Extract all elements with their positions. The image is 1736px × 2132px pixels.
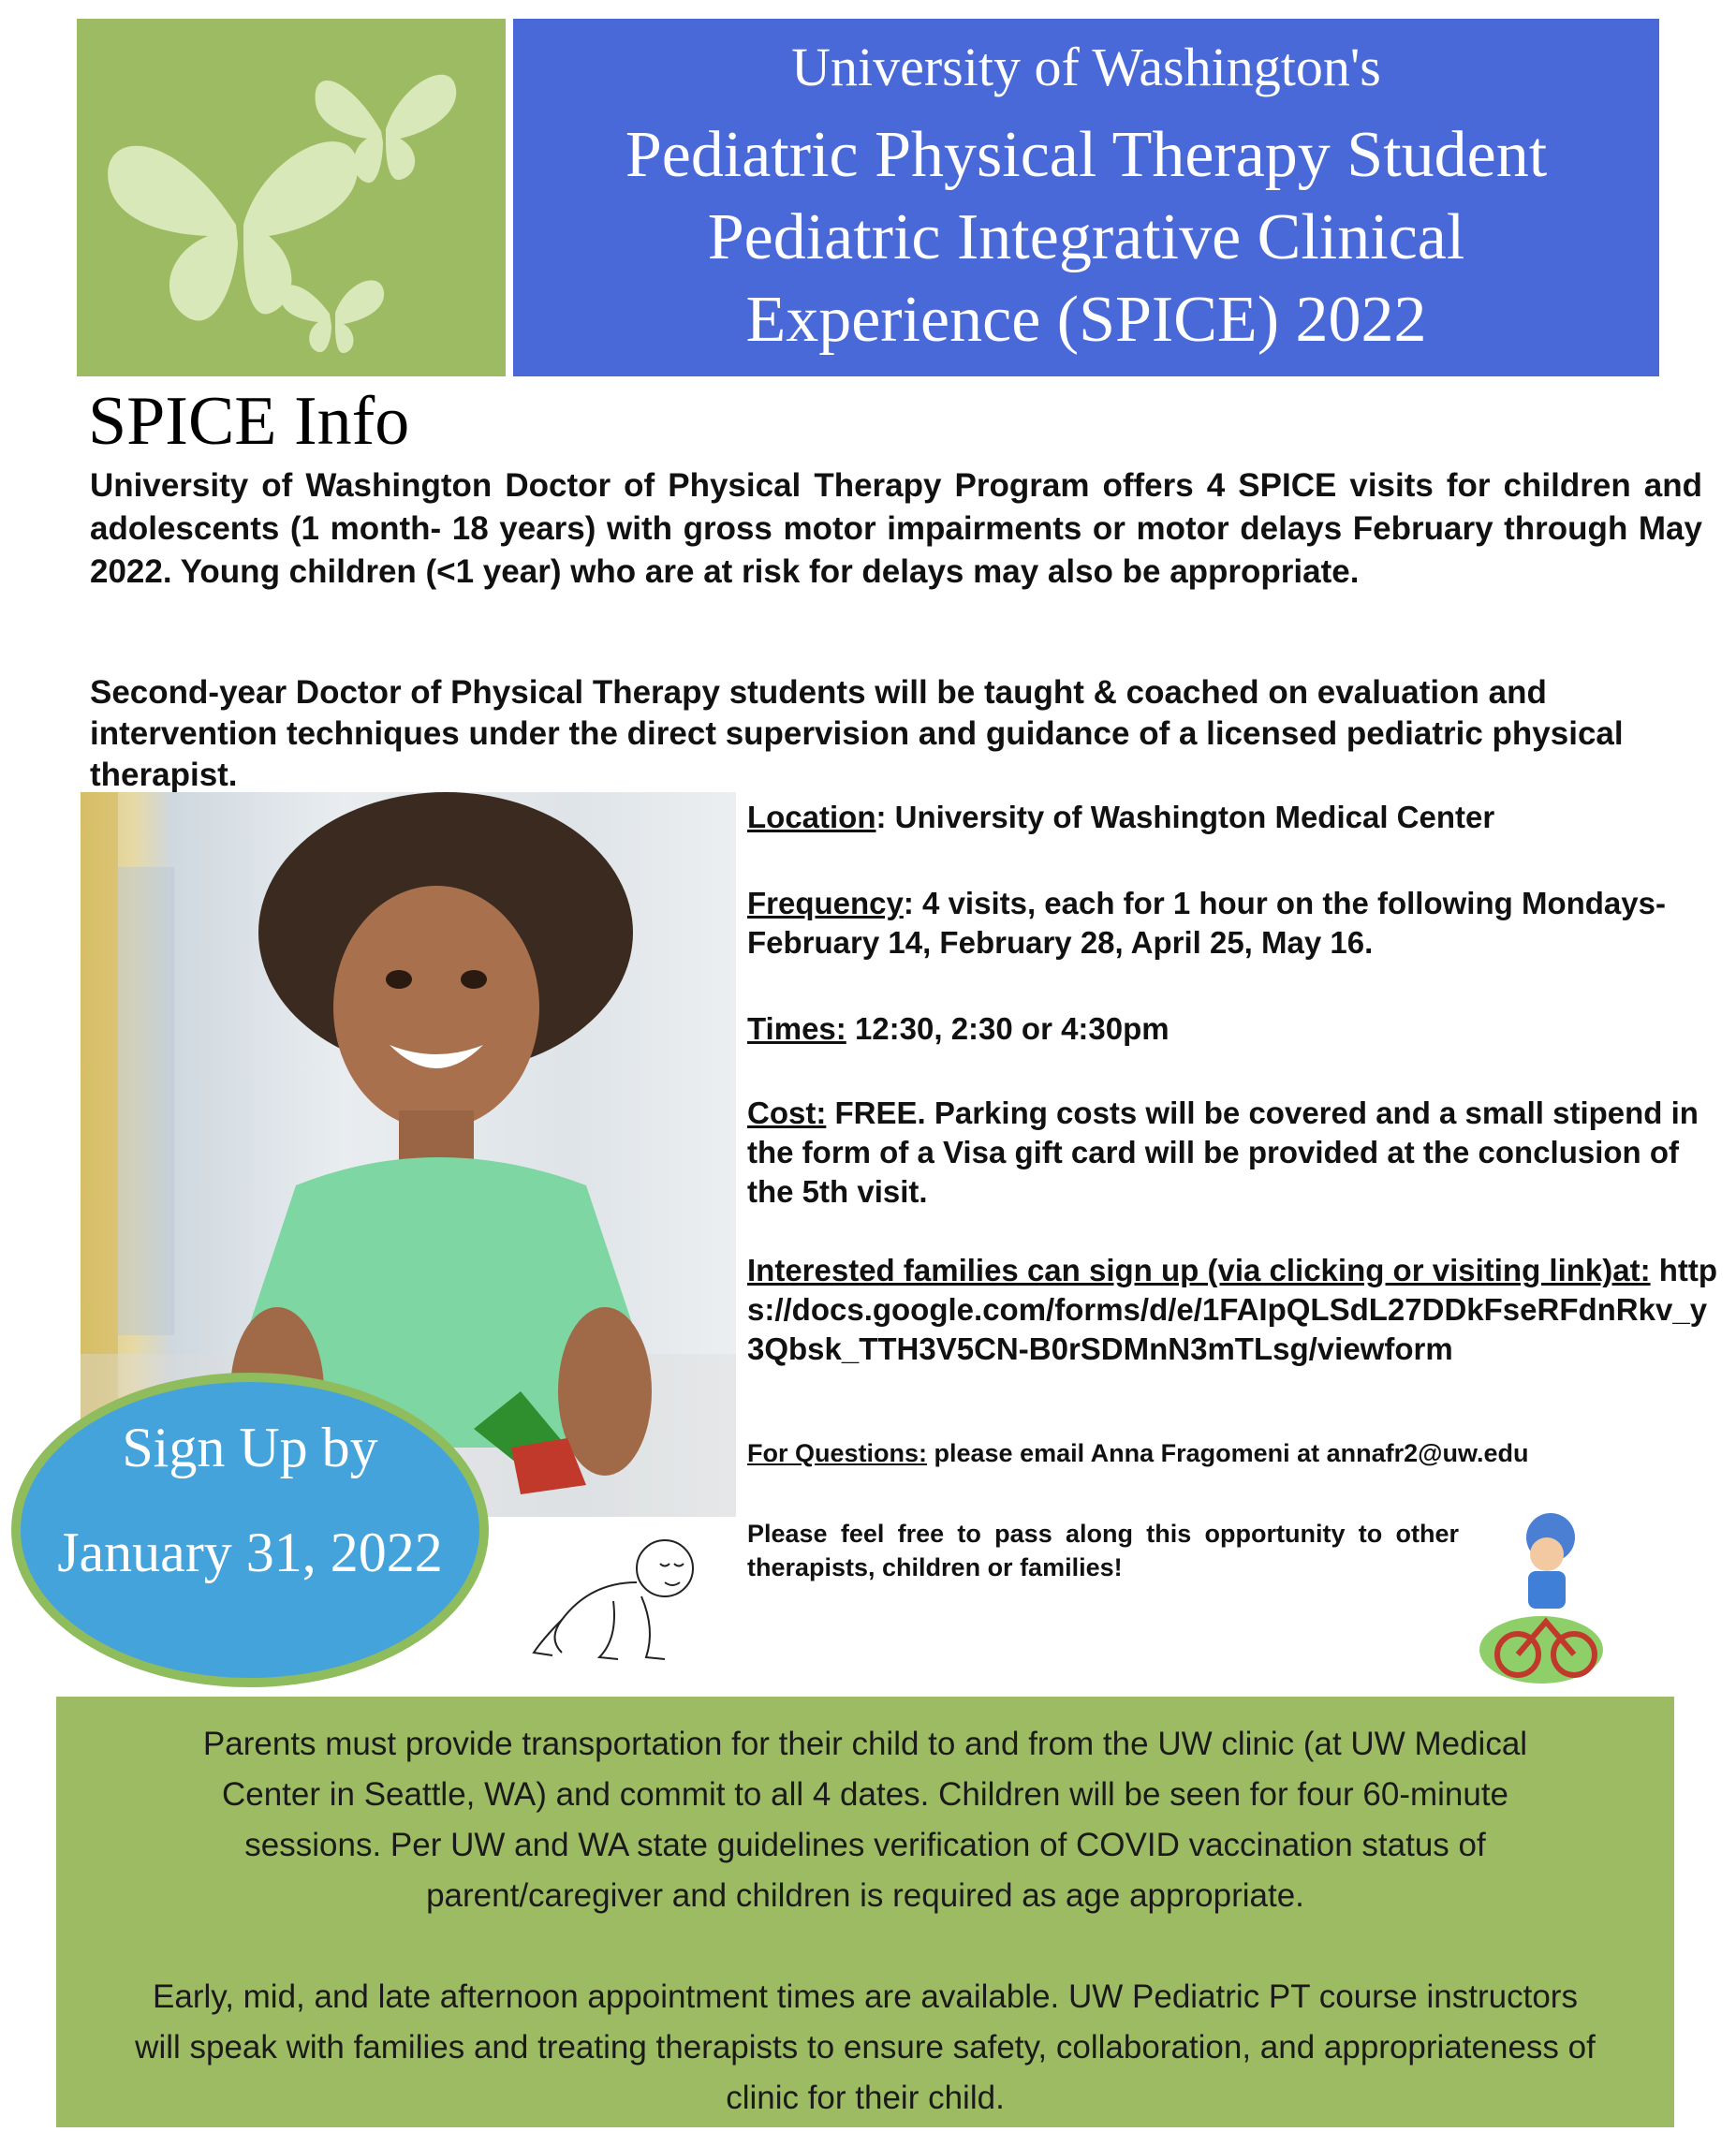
location-label: Location [747, 800, 876, 834]
signup-row [747, 1251, 1721, 1369]
times-row [747, 1009, 1721, 1049]
signup-link[interactable]: https://docs.google.com/forms/d/e/1FAIpQLSdL27DDkFseRFdnRkv_y3Qbsk_TTH3V5CN-B0rSDMnN3mTLsg/viewform [747, 1253, 1718, 1366]
pass-along-note: Please feel free to pass along this opportunity to other therapists, children or families! [747, 1520, 1459, 1581]
cost-row [747, 1094, 1721, 1212]
section-heading: SPICE Info [88, 383, 410, 460]
butterfly-panel [77, 19, 506, 376]
title-line-3: Pediatric Integrative Clinical [707, 201, 1465, 273]
parent-requirements-paragraph: Parents must provide transportation for their child to and from the UW clinic (at UW Medical Center in Seattle, WA) and commit to all 4 dates. Children will be seen for four 60-minute sessions. Per UW and WA state guidelines verification of COVID vaccination status of parent/caregiver and children is required as age appropriate. [202, 1726, 1528, 1914]
questions-row [747, 1436, 1721, 1470]
cost-label: Cost: [747, 1095, 827, 1130]
location-value: : University of Washington Medical Center [875, 800, 1495, 834]
title-banner [513, 19, 1659, 376]
frequency-row [747, 884, 1721, 963]
location-row [747, 798, 1721, 837]
crawling-baby-icon [524, 1526, 721, 1676]
signup-badge [21, 1382, 479, 1678]
frequency-value: : 4 visits, each for 1 hour on the following Mondays- February 14, February 28, April 25, May 16. [747, 886, 1666, 960]
title-line-1: University of Washington's [791, 37, 1381, 97]
appointment-times-paragraph: Early, mid, and late afternoon appointment times are available. UW Pediatric PT course instructors will speak with families and treating therapists to ensure safety, collaboration, and appropriateness of clinic for their child. [135, 1978, 1596, 2116]
times-label: Times: [747, 1011, 846, 1046]
signup-line-1: Sign Up by [122, 1417, 378, 1478]
child-on-bike-icon [1476, 1509, 1607, 1687]
parent-info-box [56, 1697, 1674, 2127]
signup-label: Interested families can sign up (via clicking or visiting link)at: [747, 1253, 1651, 1287]
intro-paragraph-1: University of Washington Doctor of Physical Therapy Program offers 4 SPICE visits for children and adolescents (1 month- 18 years) with gross motor impairments or motor delays February through May 2022. Young children (<1 year) who are at risk for delays may also be appropriate. [90, 467, 1702, 590]
questions-value: please email Anna Fragomeni at annafr2@uw.edu [927, 1439, 1529, 1467]
frequency-label: Frequency [747, 886, 904, 920]
butterfly-icon [77, 19, 506, 376]
title-line-2: Pediatric Physical Therapy Student [625, 119, 1548, 191]
questions-label: For Questions: [747, 1439, 928, 1467]
title-line-4: Experience (SPICE) 2022 [745, 284, 1427, 356]
intro-paragraph-2: Second-year Doctor of Physical Therapy students will be taught & coached on evaluation and intervention techniques under the direct supervision and guidance of a licensed pediatric physical therapist. [90, 674, 1624, 792]
cost-value: FREE. Parking costs will be covered and a small stipend in the form of a Visa gift card will be provided at the conclusion of the 5th visit. [747, 1095, 1699, 1209]
signup-deadline: January 31, 2022 [57, 1522, 443, 1583]
times-value: 12:30, 2:30 or 4:30pm [846, 1011, 1170, 1046]
